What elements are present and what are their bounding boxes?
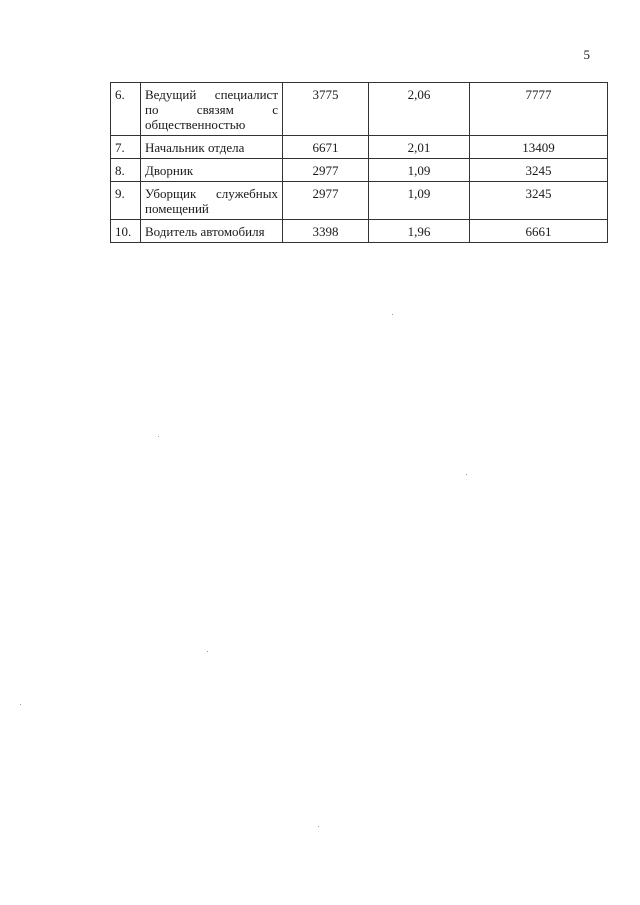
total-value: 7777 [470, 83, 608, 136]
coefficient-value: 1,09 [369, 159, 470, 182]
salary-value: 2977 [283, 159, 369, 182]
table-row [111, 159, 608, 182]
position-title: Ведущий специалист по связям с общественностью [141, 83, 283, 136]
row-number: 6. [111, 83, 141, 136]
table-row [111, 220, 608, 243]
table-row [111, 83, 608, 136]
salary-value: 3398 [283, 220, 369, 243]
row-number: 10. [111, 220, 141, 243]
salary-value: 3775 [283, 83, 369, 136]
coefficient-value: 1,96 [369, 220, 470, 243]
scan-speck [392, 314, 393, 315]
table-row [111, 182, 608, 220]
coefficient-value: 2,01 [369, 136, 470, 159]
position-title: Дворник [141, 159, 283, 182]
scan-speck [466, 474, 467, 475]
scan-speck [20, 704, 21, 705]
table-row [111, 136, 608, 159]
coefficient-value: 1,09 [369, 182, 470, 220]
position-title: Начальник отдела [141, 136, 283, 159]
position-title: Уборщик служебных помещений [141, 182, 283, 220]
total-value: 13409 [470, 136, 608, 159]
row-number: 8. [111, 159, 141, 182]
scan-speck [207, 651, 208, 652]
position-title: Водитель автомобиля [141, 220, 283, 243]
row-number: 9. [111, 182, 141, 220]
staff-salary-table [110, 82, 608, 243]
scan-speck [318, 826, 319, 827]
row-number: 7. [111, 136, 141, 159]
salary-value: 2977 [283, 182, 369, 220]
page-number: 5 [583, 47, 590, 62]
salary-value: 6671 [283, 136, 369, 159]
total-value: 6661 [470, 220, 608, 243]
total-value: 3245 [470, 182, 608, 220]
scan-speck [158, 436, 159, 437]
total-value: 3245 [470, 159, 608, 182]
coefficient-value: 2,06 [369, 83, 470, 136]
